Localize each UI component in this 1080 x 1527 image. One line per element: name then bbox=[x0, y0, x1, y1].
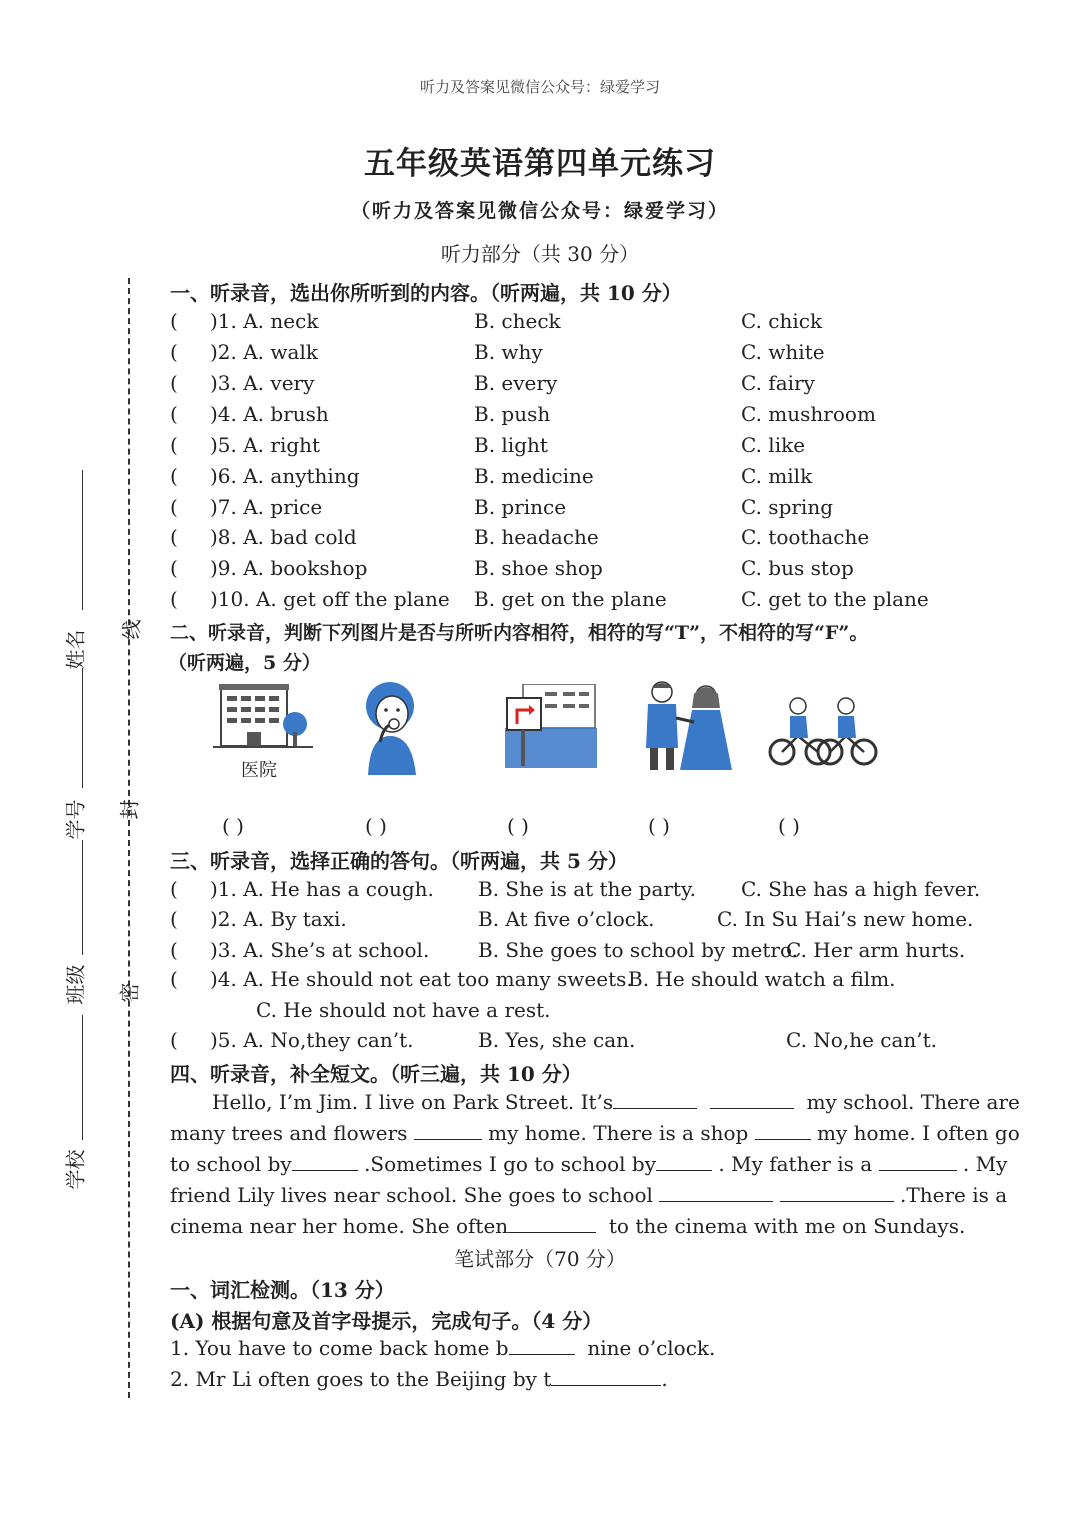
passage-text: friend Lily lives near school. She goes to school bbox=[170, 1183, 653, 1207]
answer-paren: ( bbox=[170, 556, 178, 580]
hospital-label: 医院 bbox=[241, 760, 277, 781]
answer-paren: ( bbox=[170, 464, 178, 488]
option-a: )6. A. anything bbox=[210, 464, 360, 488]
option-c: C. mushroom bbox=[741, 402, 876, 426]
option-b: B. why bbox=[474, 340, 543, 364]
header-note: 听力及答案见微信公众号：绿爱学习 bbox=[419, 78, 660, 96]
option-a: )4. A. He should not eat too many sweets. bbox=[210, 967, 633, 991]
section2-heading: 二、听录音，判断下列图片是否与所听内容相符，相符的写“T”，不相符的写“F”。 bbox=[170, 622, 869, 644]
option-b: B. She is at the party. bbox=[478, 877, 696, 901]
blank-field[interactable] bbox=[879, 1152, 957, 1171]
passage-text: . My father is a bbox=[718, 1152, 873, 1176]
prince-princess-icon bbox=[632, 678, 736, 772]
turn-sign-picture bbox=[505, 684, 597, 770]
side-label-school: 学校 bbox=[63, 1149, 88, 1190]
cloze-passage bbox=[170, 1087, 1020, 1242]
answer-paren: ( bbox=[170, 433, 178, 457]
option-c: C. like bbox=[741, 433, 806, 457]
option-b: B. every bbox=[474, 371, 558, 395]
passage-text: . My bbox=[962, 1152, 1008, 1176]
answer-paren: ( bbox=[170, 1028, 178, 1052]
passage-text: .Sometimes I go to school by bbox=[364, 1152, 657, 1176]
question-text: nine o’clock. bbox=[587, 1336, 716, 1360]
option-c: C. Her arm hurts. bbox=[786, 938, 966, 962]
option-b: B. prince bbox=[474, 495, 567, 519]
answer-paren: ( bbox=[170, 525, 178, 549]
side-label-seal: 封 bbox=[117, 799, 142, 820]
answer-paren: ( bbox=[170, 340, 178, 364]
passage-line bbox=[170, 1211, 966, 1242]
passage-text: my home. There is a shop bbox=[488, 1121, 749, 1145]
option-b: B. shoe shop bbox=[474, 556, 603, 580]
answer-paren: ( bbox=[170, 495, 178, 519]
passage-text: my school. There are bbox=[806, 1090, 1020, 1114]
section2-heading-cont: （听两遍，5 分） bbox=[168, 652, 321, 674]
option-a: )2. A. By taxi. bbox=[210, 907, 347, 931]
blank-field[interactable] bbox=[414, 1121, 482, 1140]
list-item bbox=[170, 525, 970, 555]
hospital-icon bbox=[213, 680, 313, 752]
option-b: B. He should watch a film. bbox=[628, 967, 896, 991]
list-item bbox=[170, 877, 981, 907]
list-item bbox=[170, 340, 970, 370]
passage-text: to the cinema with me on Sundays. bbox=[608, 1214, 966, 1238]
side-label-line: 线 bbox=[119, 619, 144, 640]
picture4-answer[interactable]: ( ) bbox=[648, 814, 670, 838]
question-text: 2. Mr Li often goes to the Beijing by t bbox=[170, 1367, 552, 1391]
hospital-picture bbox=[213, 680, 313, 780]
answer-paren: ( bbox=[170, 938, 178, 962]
answer-paren: ( bbox=[170, 967, 178, 991]
listening-part-title: 听力部分（共 30 分） bbox=[440, 242, 640, 266]
question-text: . bbox=[661, 1367, 668, 1391]
option-c: C. In Su Hai’s new home. bbox=[717, 907, 974, 931]
section4-heading: 四、听录音，补全短文。（听三遍，共 10 分） bbox=[170, 1062, 582, 1086]
option-c: C. white bbox=[741, 340, 825, 364]
blank-field[interactable] bbox=[613, 1090, 697, 1109]
picture1-answer[interactable]: ( ) bbox=[222, 814, 244, 838]
option-b: B. She goes to school by metro. bbox=[478, 938, 799, 962]
list-item bbox=[170, 495, 970, 525]
blank-field[interactable] bbox=[551, 1367, 661, 1386]
cough-picture bbox=[350, 680, 430, 775]
option-c: C. spring bbox=[741, 495, 834, 519]
option-c: C. toothache bbox=[741, 525, 870, 549]
option-a: )5. A. right bbox=[210, 433, 321, 457]
blank-field[interactable] bbox=[710, 1090, 794, 1109]
option-b: B. light bbox=[474, 433, 548, 457]
passage-line bbox=[170, 1149, 1008, 1180]
option-a: )3. A. She’s at school. bbox=[210, 938, 430, 962]
passage-text: many trees and flowers bbox=[170, 1121, 408, 1145]
option-b: B. get on the plane bbox=[474, 587, 667, 611]
option-b: B. headache bbox=[474, 525, 599, 549]
list-item bbox=[170, 1028, 970, 1058]
option-a: )3. A. very bbox=[210, 371, 315, 395]
blank-field[interactable] bbox=[292, 1152, 358, 1171]
option-a: )5. A. No,they can’t. bbox=[210, 1028, 414, 1052]
passage-text: to school by bbox=[170, 1152, 292, 1176]
page-title: 五年级英语第四单元练习 bbox=[364, 146, 716, 182]
class-blank-line bbox=[82, 840, 83, 955]
number-blank-line bbox=[82, 668, 83, 788]
option-c: C. fairy bbox=[741, 371, 815, 395]
option-a: )9. A. bookshop bbox=[210, 556, 368, 580]
picture2-answer[interactable]: ( ) bbox=[365, 814, 387, 838]
passage-line bbox=[170, 1087, 1020, 1118]
blank-field[interactable] bbox=[656, 1152, 712, 1171]
list-item bbox=[170, 556, 970, 586]
option-c: C. bus stop bbox=[741, 556, 854, 580]
answer-paren: ( bbox=[170, 309, 178, 333]
picture3-answer[interactable]: ( ) bbox=[507, 814, 529, 838]
passage-text: my home. I often go bbox=[817, 1121, 1020, 1145]
option-a: )1. A. neck bbox=[210, 309, 319, 333]
cycling-picture bbox=[768, 694, 878, 768]
list-item bbox=[170, 433, 970, 463]
prince-princess-picture bbox=[632, 678, 736, 772]
option-a: )8. A. bad cold bbox=[210, 525, 357, 549]
list-item bbox=[170, 402, 970, 432]
option-c: C. No,he can’t. bbox=[786, 1028, 938, 1052]
option-b: B. check bbox=[474, 309, 561, 333]
option-a: )1. A. He has a cough. bbox=[210, 877, 434, 901]
written-question-1 bbox=[170, 1336, 715, 1360]
answer-paren: ( bbox=[170, 402, 178, 426]
answer-paren: ( bbox=[170, 371, 178, 395]
answer-paren: ( bbox=[170, 877, 178, 901]
option-b: B. Yes, she can. bbox=[478, 1028, 636, 1052]
section1-heading: 一、听录音，选出你所听到的内容。（听两遍，共 10 分） bbox=[170, 281, 682, 305]
option-a: )7. A. price bbox=[210, 495, 323, 519]
option-a: )4. A. brush bbox=[210, 402, 329, 426]
written-part-title: 笔试部分（70 分） bbox=[454, 1247, 626, 1271]
page-subtitle: （听力及答案见微信公众号：绿爱学习） bbox=[350, 200, 729, 222]
list-item bbox=[170, 907, 974, 937]
girl-cough-icon bbox=[350, 680, 430, 775]
option-c: C. He should not have a rest. bbox=[256, 998, 551, 1022]
blank-field[interactable] bbox=[509, 1336, 575, 1355]
side-label-name: 姓名 bbox=[63, 629, 88, 670]
side-label-secret: 密 bbox=[117, 982, 142, 1003]
turn-right-sign-icon bbox=[505, 684, 597, 770]
name-blank-line bbox=[82, 470, 83, 610]
blank-field[interactable] bbox=[780, 1183, 894, 1202]
list-item bbox=[170, 938, 970, 968]
blank-field[interactable] bbox=[755, 1121, 811, 1140]
passage-text: .There is a bbox=[900, 1183, 1008, 1207]
side-label-number: 学号 bbox=[63, 799, 88, 840]
list-item bbox=[170, 309, 970, 339]
option-b: B. push bbox=[474, 402, 551, 426]
option-b: B. medicine bbox=[474, 464, 594, 488]
answer-paren: ( bbox=[170, 587, 178, 611]
option-c: C. She has a high fever. bbox=[741, 877, 981, 901]
option-c: C. get to the plane bbox=[741, 587, 929, 611]
section3-heading: 三、听录音，选择正确的答句。（听两遍，共 5 分） bbox=[170, 849, 628, 873]
list-item bbox=[170, 967, 970, 997]
school-blank-line bbox=[82, 1015, 83, 1140]
picture5-answer[interactable]: ( ) bbox=[778, 814, 800, 838]
list-item bbox=[170, 587, 970, 617]
written-section1-heading: 一、词汇检测。（13 分） bbox=[170, 1278, 395, 1302]
blank-field[interactable] bbox=[508, 1214, 596, 1233]
option-c: C. milk bbox=[741, 464, 813, 488]
blank-field[interactable] bbox=[659, 1183, 773, 1202]
list-item bbox=[170, 371, 970, 401]
children-cycling-icon bbox=[768, 694, 878, 768]
list-item bbox=[170, 464, 970, 494]
question-text: 1. You have to come back home b bbox=[170, 1336, 509, 1360]
answer-paren: ( bbox=[170, 907, 178, 931]
option-a: )10. A. get off the plane bbox=[210, 587, 450, 611]
passage-text: Hello, I’m Jim. I live on Park Street. It’s bbox=[212, 1090, 614, 1114]
written-subsection-a-heading: (A) 根据句意及首字母提示，完成句子。（4 分） bbox=[170, 1309, 603, 1333]
binding-dashed-line bbox=[128, 278, 130, 1398]
side-label-class: 班级 bbox=[63, 964, 88, 1005]
option-a: )2. A. walk bbox=[210, 340, 318, 364]
option-c: C. chick bbox=[741, 309, 823, 333]
passage-text: cinema near her home. She often bbox=[170, 1214, 509, 1238]
option-b: B. At five o’clock. bbox=[478, 907, 655, 931]
written-question-2 bbox=[170, 1367, 668, 1391]
passage-line bbox=[170, 1180, 1008, 1211]
passage-line bbox=[170, 1118, 1020, 1149]
